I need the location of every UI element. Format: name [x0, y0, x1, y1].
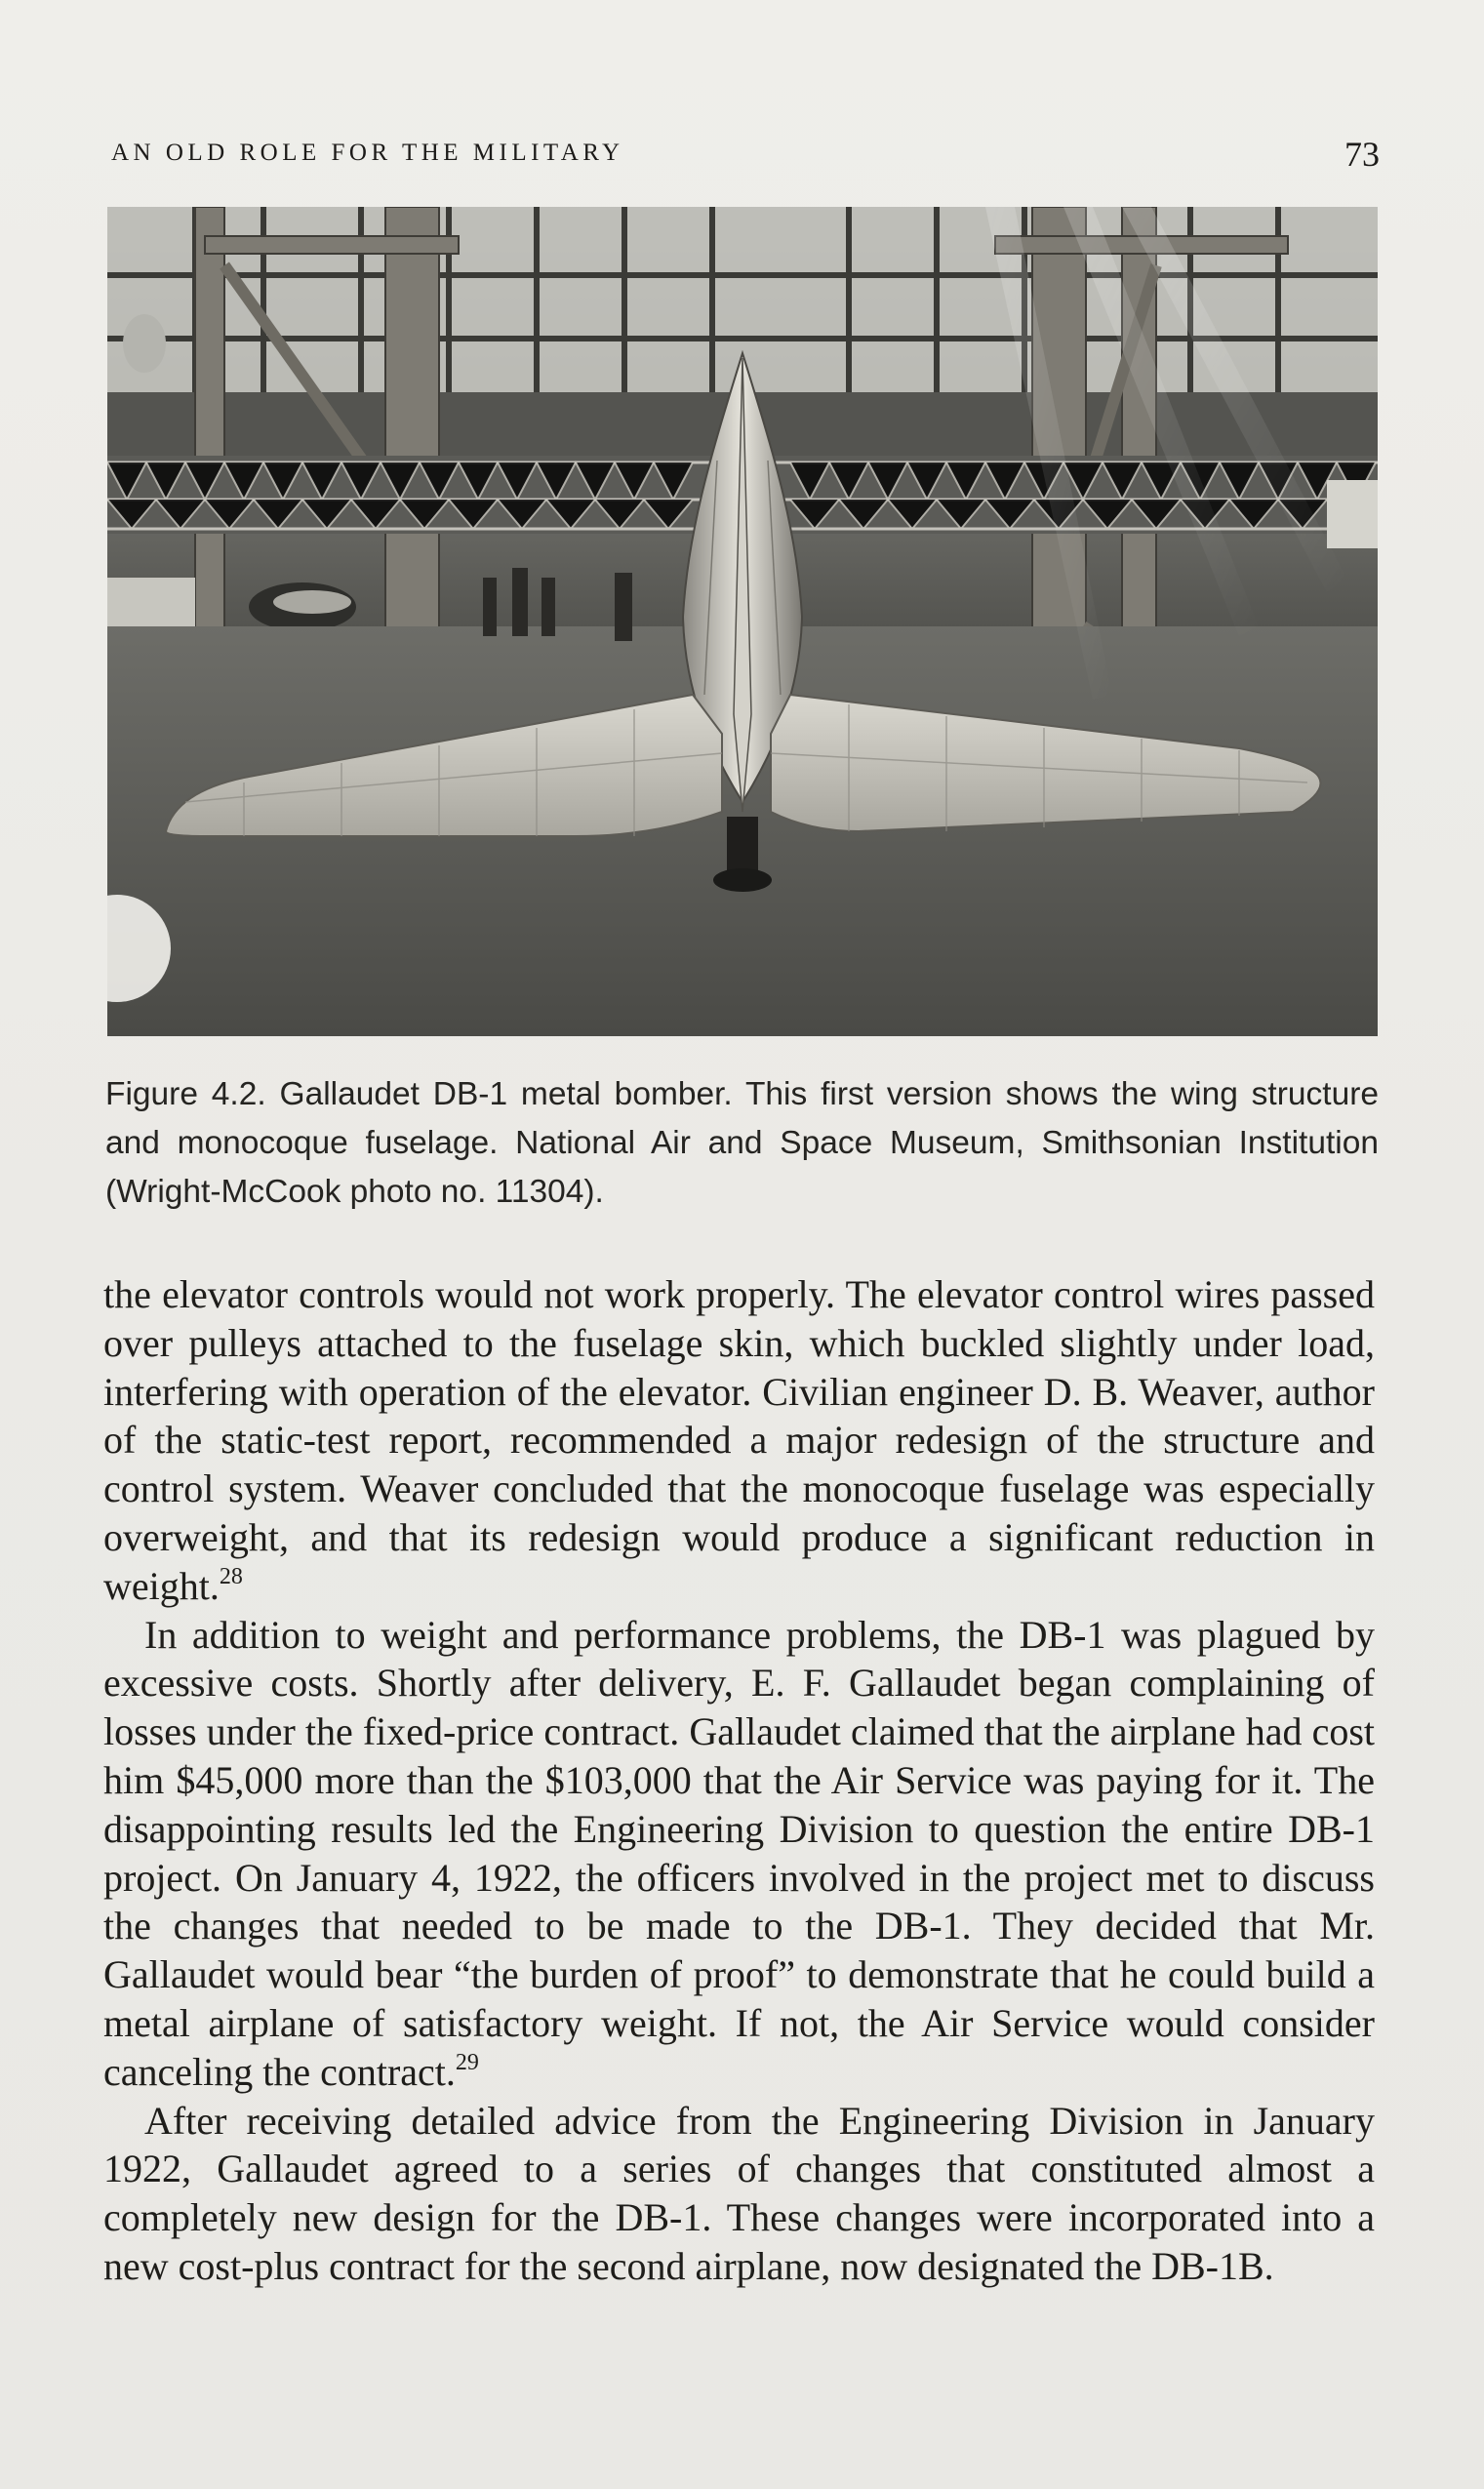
hangar-photo-airplane: [107, 207, 1378, 1036]
paragraph-1-text: the elevator controls would not work properly. The elevator control wires passed over pulleys attached to the fuselage skin, which buckled slightly under load, interfering with operation of the elevator. Civilian engineer D. B. Weaver, author of the static-test report, recommended a major redesign of the structure and control system. Weaver concluded that the monocoque fuselage was especially overweight, and that its redesign would produce a significant reduction in weight.: [103, 1272, 1375, 1608]
page-number: 73: [1344, 135, 1380, 174]
figure-photo: [107, 207, 1378, 1036]
paragraph-2: [103, 1611, 1375, 2097]
body-text: [103, 1270, 1375, 2291]
running-head: [111, 135, 1380, 179]
footnote-ref-29: 29: [455, 2049, 479, 2075]
paragraph-3: [103, 2097, 1375, 2291]
figure-caption: Figure 4.2. Gallaudet DB-1 metal bomber. This first version shows the wing structure and monocoque fuselage. National Air and Space Museum, Smithsonian Institution (Wright-McCook photo no. 11304).: [105, 1076, 1379, 1210]
paragraph-2-text: In addition to weight and performance problems, the DB-1 was plagued by excessive costs. Shortly after delivery, E. F. Gallaudet began complaining of losses under the fixed-price contract. Gallaudet claimed that the airplane had cost him $45,000 more than the $103,000 that the Air Service was paying for it. The disappointing results led the Engineering Division to question the entire DB-1 project. On January 4, 1922, the officers involved in the project met to discuss the changes that needed to be made to the DB-1. They decided that Mr. Gallaudet would bear “the burden of proof” to demonstrate that he could build a metal airplane of satisfactory weight. If not, the Air Service would consider canceling the contract.: [103, 1612, 1375, 2094]
paragraph-3-text: After receiving detailed advice from the Engineering Division in January 1922, Gallaudet agreed to a series of changes that constituted almost a completely new design for the DB-1. These changes were incorporated into a new cost-plus contract for the second airplane, now designated the DB-1B.: [103, 2098, 1375, 2288]
running-title: AN OLD ROLE FOR THE MILITARY: [111, 140, 624, 166]
footnote-ref-28: 28: [219, 1563, 243, 1589]
paragraph-1: [103, 1270, 1375, 1611]
